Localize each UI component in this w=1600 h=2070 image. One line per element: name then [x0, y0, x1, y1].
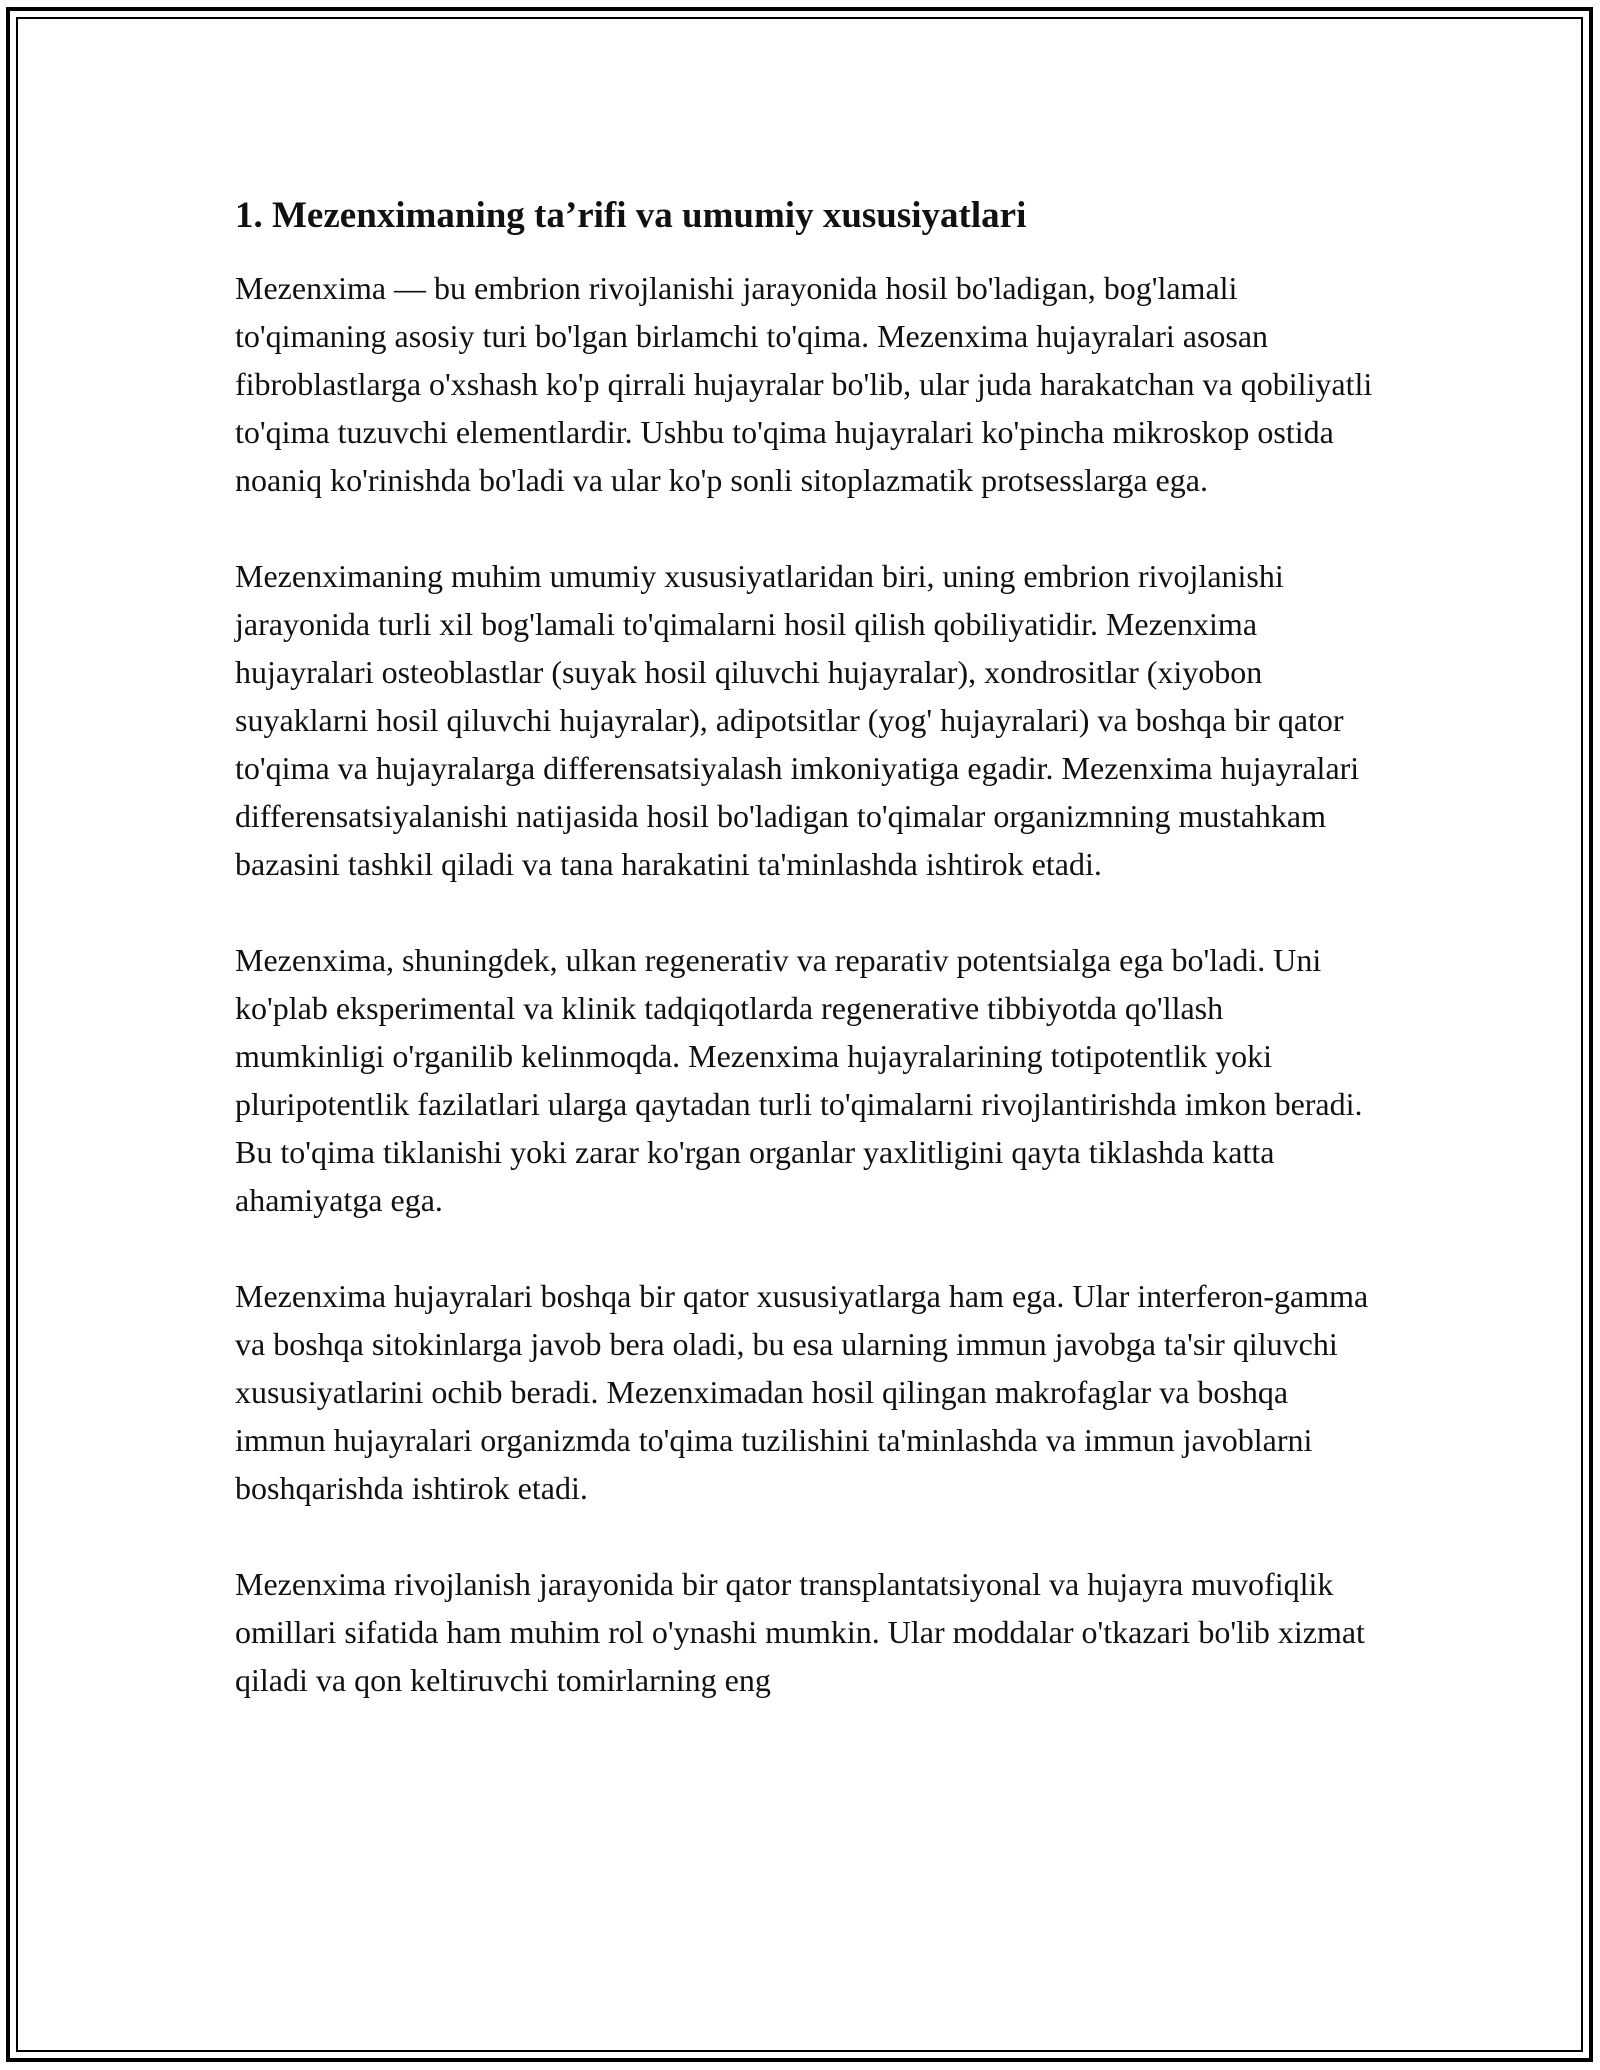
paragraph-5: Mezenxima rivojlanish jarayonida bir qator transplantatsiyonal va hujayra muvofiqlik omillari sifatida ham muhim rol o'ynashi mumkin. Ular moddalar o'tkazari bo'lib xizmat qiladi va qon keltiruvchi tomirlarning eng — [235, 1566, 1365, 1698]
paragraph-4: Mezenxima hujayralari boshqa bir qator xususiyatlarga ham ega. Ular interferon-gamma va boshqa sitokinlarga javob bera oladi, bu esa ularning immun javobga ta'sir qiluvchi xususiyatlarini ochib beradi. Mezenximadan hosil qilingan makrofaglar va boshqa immun hujayralari organizmda to'qima tuzilishini ta'minlashda va immun javoblarni boshqarishda ishtirok etadi. — [235, 1278, 1369, 1506]
paragraph-3: Mezenxima, shuningdek, ulkan regenerativ va reparativ potentsialga ega bo'ladi. Uni ko'plab eksperimental va klinik tadqiqotlarda regenerative tibbiyotda qo'llash mumkinligi o'rganilib kelinmoqda. Mezenxima hujayralarining totipotentlik yoki pluripotentlik fazilatlari ularga qaytadan turli to'qimalarni rivojlantirishda imkon beradi. Bu to'qima tiklanishi yoki zarar ko'rgan organlar yaxlitligini qayta tiklashda katta ahamiyatga ega. — [235, 942, 1363, 1218]
paragraph-1: Mezenxima — bu embrion rivojlanishi jarayonida hosil bo'ladigan, bog'lamali to'qimaning asosiy turi bo'lgan birlamchi to'qima. Mezenxima hujayralari asosan fibroblastlarga o'xshash ko'p qirrali hujayralar bo'lib, ular juda harakatchan va qobiliyatli to'qima tuzuvchi elementlardir. Ushbu to'qima hujayralari ko'pincha mikroskop ostida noaniq ko'rinishda bo'ladi va ular ko'p sonli sitoplazmatik protsesslarga ega. — [235, 270, 1373, 498]
section-heading: 1. Mezenximaning ta’rifi va umumiy xususiyatlari — [235, 195, 1027, 236]
paragraph-2: Mezenximaning muhim umumiy xususiyatlaridan biri, uning embrion rivojlanishi jarayonida turli xil bog'lamali to'qimalarni hosil qilish qobiliyatidir. Mezenxima hujayralari osteoblastlar (suyak hosil qiluvchi hujayralar), xondrositlar (xiyobon suyaklarni hosil qiluvchi hujayralar), adipotsitlar (yog' hujayralari) va boshqa bir qator to'qima va hujayralarga differensatsiyalash imkoniyatiga egadir. Mezenxima hujayralari differensatsiyalanishi natijasida hosil bo'ladigan to'qimalar organizmning mustahkam bazasini tashkil qiladi va tana harakatini ta'minlashda ishtirok etadi. — [235, 558, 1360, 882]
document-body — [235, 180, 1375, 1752]
